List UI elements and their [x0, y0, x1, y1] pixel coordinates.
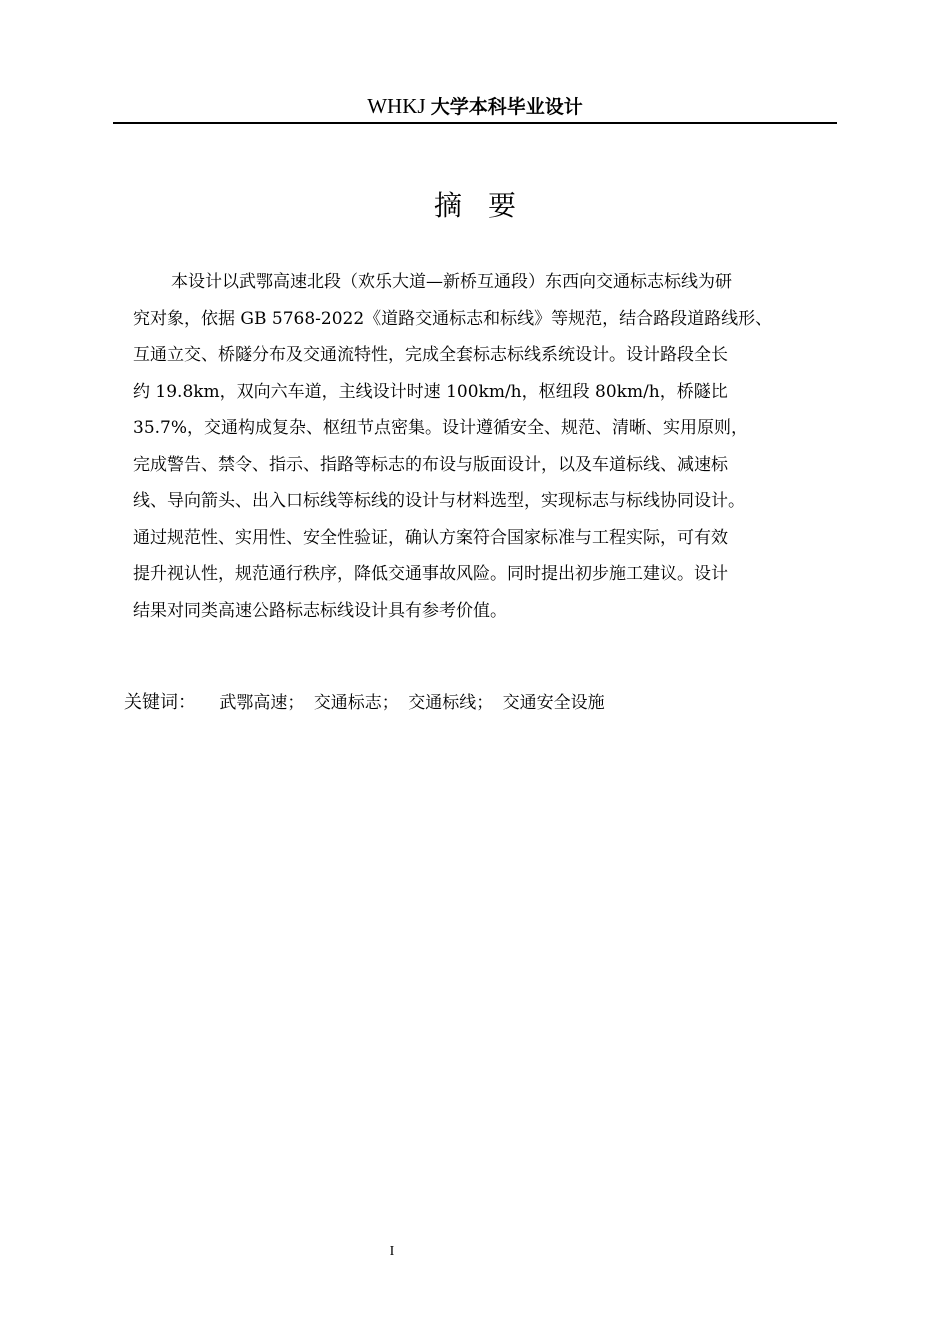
- keyword-item: 武鄂高速；: [219, 693, 305, 713]
- keywords: [124, 688, 609, 718]
- abstract-line: 结果对同类高速公路标志标线设计具有参考价值。: [133, 600, 507, 621]
- abstract-line: 提升视认性，规范通行秩序，降低交通事故风险。同时提出初步施工建议。设计: [133, 564, 728, 584]
- keyword-item: 交通标志；: [313, 693, 399, 713]
- abstract-line: 究对象，依据 GB 5768-2022《道路交通标志和标线》等规范，结合路段道路线形、: [133, 308, 773, 329]
- abstract-body: [133, 264, 833, 629]
- keyword-item: 交通安全设施: [502, 693, 605, 713]
- header-latin: WHKJ: [367, 94, 431, 118]
- abstract-line: 互通立交、桥隧分布及交通流特性，完成全套标志标线系统设计。设计路段全长: [133, 345, 728, 365]
- page-number: I: [389, 1244, 395, 1259]
- abstract-line: 线、导向箭头、出入口标线等标线的设计与材料选型，实现标志与标线协同设计。: [133, 491, 745, 511]
- abstract-title: 摘要: [433, 189, 542, 222]
- abstract-line: 通过规范性、实用性、安全性验证，确认方案符合国家标准与工程实际，可有效: [133, 527, 728, 548]
- keyword-item: 交通标线；: [408, 693, 494, 713]
- header-rule: [113, 122, 837, 124]
- abstract-line: 完成警告、禁令、指示、指路等标志的布设与版面设计，以及车道标线、减速标: [133, 454, 728, 475]
- header-title: 大学本科毕业设计: [430, 96, 583, 118]
- abstract-line: 35.7%，交通构成复杂、枢纽节点密集。设计遵循安全、规范、清晰、实用原则，: [133, 418, 749, 438]
- abstract-line: 约 19.8km，双向六车道，主线设计时速 100km/h，枢纽段 80km/h，桥隧比: [133, 381, 728, 402]
- abstract-line: 本设计以武鄂高速北段（欢乐大道—新桥互通段）东西向交通标志标线为研: [171, 272, 732, 292]
- keywords-label: 关键词：: [124, 692, 196, 713]
- page-header: [113, 92, 837, 122]
